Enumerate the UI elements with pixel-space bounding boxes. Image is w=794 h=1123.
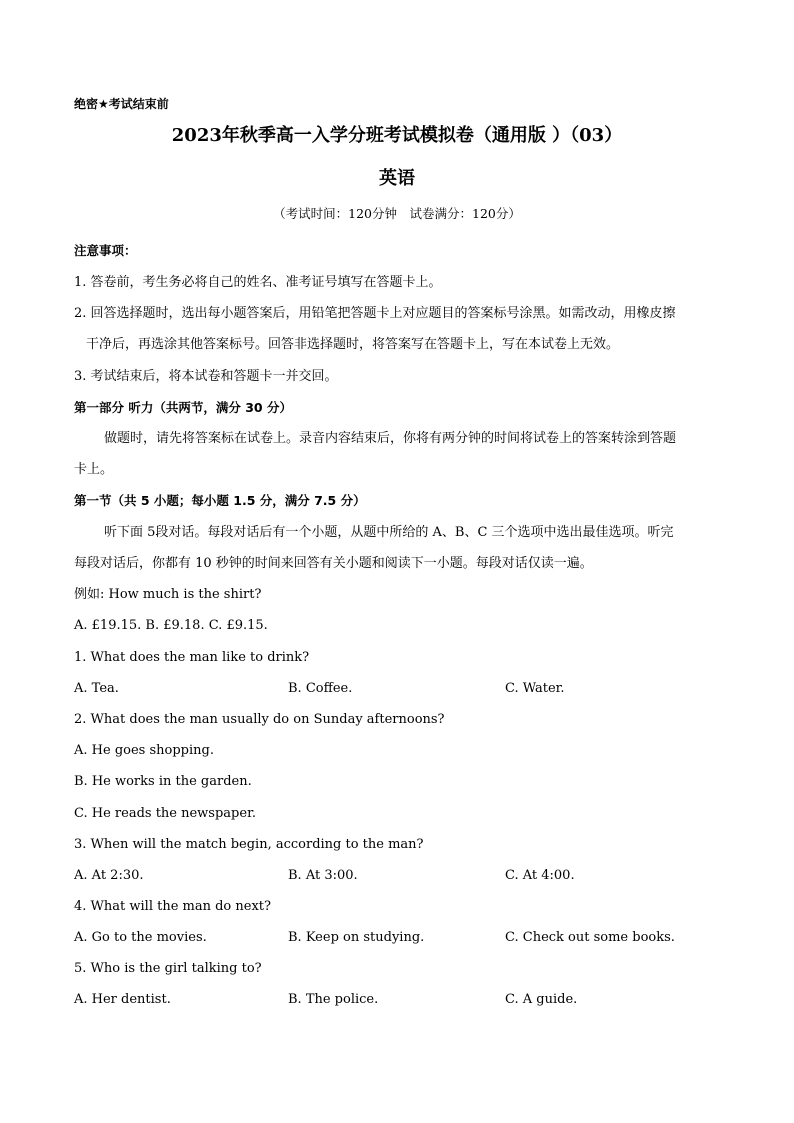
option-a: A. Tea.: [74, 681, 119, 696]
subject-title: 英语: [379, 168, 415, 189]
part1-instruction: 做题时，请先将答案标在试卷上。录音内容结束后，你将有两分钟的时间将试卷上的答案转涂到答题: [104, 431, 677, 446]
page-title: 2023年秋季高一入学分班考试模拟卷（通用版 ）（03）: [171, 125, 623, 146]
question-stem: 1. What does the man like to drink?: [74, 650, 310, 665]
exam-info: （考试时间：120分钟 试卷满分：120分）: [273, 206, 521, 221]
option-b: B. The police.: [288, 992, 379, 1007]
option-c: C. At 4:00.: [505, 868, 575, 883]
question-stem: 2. What does the man usually do on Sunday afternoons?: [74, 712, 445, 727]
example-options: A. £19.15. B. £9.18. C. £9.15.: [74, 618, 268, 633]
section1-instruction: 每段对话后，你都有 10 秒钟的时间来回答有关小题和阅读下一小题。每段对话仅读一遍。: [74, 556, 593, 571]
option-a: A. Her dentist.: [74, 992, 171, 1007]
option-b: B. Keep on studying.: [288, 930, 425, 945]
confidential-label: 绝密★考试结束前: [74, 97, 169, 111]
option-a: A. At 2:30.: [74, 868, 144, 883]
option-a: A. He goes shopping.: [74, 743, 214, 758]
note-item: 3. 考试结束后，将本试卷和答题卡一并交回。: [74, 369, 338, 384]
option-c: C. He reads the newspaper.: [74, 806, 256, 821]
option-a: A. Go to the movies.: [74, 930, 207, 945]
note-item: 干净后，再选涂其他答案标号。回答非选择题时，将答案写在答题卡上，写在本试卷上无效。: [86, 337, 620, 352]
option-b: B. He works in the garden.: [74, 774, 252, 789]
part1-heading: 第一部分 听力（共两节，满分 30 分）: [74, 400, 292, 415]
option-c: C. Check out some books.: [505, 930, 675, 945]
question-stem: 5. Who is the girl talking to?: [74, 961, 262, 976]
option-b: B. At 3:00.: [288, 868, 358, 883]
option-b: B. Coffee.: [288, 681, 353, 696]
option-c: C. Water.: [505, 681, 565, 696]
note-item: 2. 回答选择题时，选出每小题答案后，用铅笔把答题卡上对应题目的答案标号涂黑。如需改动，用橡皮擦: [74, 306, 676, 321]
question-stem: 3. When will the match begin, according to the man?: [74, 837, 424, 852]
section1-heading: 第一节（共 5 小题；每小题 1.5 分，满分 7.5 分）: [74, 493, 366, 508]
question-stem: 4. What will the man do next?: [74, 899, 271, 914]
example-question: 例如: How much is the shirt?: [74, 587, 262, 602]
notes-heading: 注意事项：: [74, 243, 137, 258]
section1-instruction: 听下面 5段对话。每段对话后有一个小题，从题中所给的 A、B、C 三个选项中选出最佳选项。听完: [104, 525, 674, 540]
note-item: 1. 答卷前，考生务必将自己的姓名、准考证号填写在答题卡上。: [74, 275, 442, 290]
option-c: C. A guide.: [505, 992, 578, 1007]
part1-instruction: 卡上。: [74, 462, 114, 477]
